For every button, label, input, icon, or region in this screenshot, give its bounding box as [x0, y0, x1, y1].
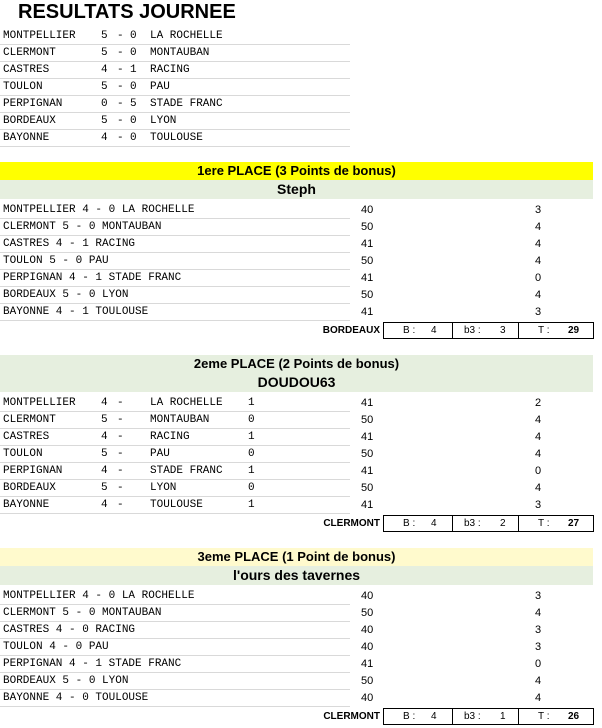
- points-value: 50: [361, 221, 374, 233]
- place-heading: 1ere PLACE (3 Points de bonus): [0, 162, 593, 180]
- home-team: TOULON: [3, 81, 43, 93]
- points-value: 41: [361, 465, 374, 477]
- home-team: CASTRES: [3, 431, 50, 443]
- prediction-row: [0, 497, 593, 514]
- summary-b-value: 4: [431, 711, 437, 722]
- bonus-value: 4: [535, 692, 542, 704]
- points-value: 41: [361, 397, 374, 409]
- bonus-value: 3: [535, 624, 542, 636]
- home-score: 4: [101, 431, 108, 443]
- prediction-row: [0, 270, 593, 287]
- player-name: l'ours des tavernes: [0, 566, 593, 585]
- summary-team: CLERMONT: [323, 711, 380, 722]
- bonus-value: 4: [535, 238, 542, 250]
- points-value: 50: [361, 482, 374, 494]
- home-score: 4: [101, 132, 108, 144]
- home-team: PERPIGNAN: [3, 98, 63, 110]
- player-name: DOUDOU63: [0, 373, 593, 392]
- bonus-value: 3: [535, 499, 542, 511]
- away-score: 1: [248, 465, 255, 477]
- match-prediction: BAYONNE 4 - 1 TOULOUSE: [3, 306, 149, 318]
- bonus-value: 0: [535, 465, 542, 477]
- away-score: 1: [248, 431, 255, 443]
- points-value: 50: [361, 255, 374, 267]
- prediction-row: [0, 219, 593, 236]
- bonus-value: 0: [535, 658, 542, 670]
- home-score: 0: [101, 98, 108, 110]
- bonus-value: 4: [535, 607, 542, 619]
- away-team: TOULOUSE: [150, 132, 203, 144]
- points-value: 50: [361, 289, 374, 301]
- away-team: RACING: [150, 431, 190, 443]
- home-score: 5: [101, 448, 108, 460]
- summary-b-label: B :: [403, 518, 416, 529]
- row-divider: [0, 706, 350, 707]
- summary-divider: [452, 515, 453, 532]
- bonus-value: 4: [535, 255, 542, 267]
- bonus-value: 3: [535, 641, 542, 653]
- match-prediction: CASTRES 4 - 0 RACING: [3, 624, 136, 636]
- home-team: MONTPELLIER: [3, 397, 76, 409]
- score-separator: -: [117, 64, 124, 76]
- away-score: 1: [248, 499, 255, 511]
- result-row: [0, 45, 350, 62]
- bonus-value: 3: [535, 590, 542, 602]
- prediction-row: [0, 639, 593, 656]
- points-value: 41: [361, 431, 374, 443]
- bonus-value: 4: [535, 482, 542, 494]
- prediction-row: [0, 395, 593, 412]
- bonus-value: 4: [535, 221, 542, 233]
- match-prediction: BAYONNE 4 - 0 TOULOUSE: [3, 692, 149, 704]
- prediction-row: [0, 480, 593, 497]
- result-row: [0, 96, 350, 113]
- points-value: 40: [361, 692, 374, 704]
- prediction-row: [0, 690, 593, 707]
- bonus-value: 4: [535, 289, 542, 301]
- bonus-value: 2: [535, 397, 542, 409]
- home-team: BAYONNE: [3, 132, 50, 144]
- summary-t-value: 27: [568, 518, 580, 529]
- points-value: 41: [361, 272, 374, 284]
- points-value: 40: [361, 641, 374, 653]
- summary-t-value: 26: [568, 711, 580, 722]
- summary-b-label: B :: [403, 711, 416, 722]
- summary-row: [0, 708, 593, 725]
- away-team: STADE FRANC: [150, 465, 223, 477]
- summary-b3-label: b3 :: [464, 325, 481, 336]
- summary-b-value: 4: [431, 518, 437, 529]
- prediction-row: [0, 287, 593, 304]
- bonus-value: 4: [535, 675, 542, 687]
- match-prediction: PERPIGNAN 4 - 1 STADE FRANC: [3, 658, 182, 670]
- score-separator: -: [117, 499, 124, 511]
- away-score: 0: [248, 482, 255, 494]
- prediction-row: [0, 304, 593, 321]
- page-title: RESULTATS JOURNEE: [18, 1, 236, 23]
- match-prediction: MONTPELLIER 4 - 0 LA ROCHELLE: [3, 590, 195, 602]
- away-score: 1: [248, 397, 255, 409]
- points-value: 41: [361, 306, 374, 318]
- place-heading: 3eme PLACE (1 Point de bonus): [0, 548, 593, 566]
- prediction-row: [0, 588, 593, 605]
- prediction-row: [0, 429, 593, 446]
- home-score: 5: [101, 81, 108, 93]
- bonus-value: 0: [535, 272, 542, 284]
- summary-t-label: T :: [538, 325, 550, 336]
- home-score: 5: [101, 482, 108, 494]
- points-value: 41: [361, 238, 374, 250]
- summary-row: [0, 322, 593, 339]
- home-team: BORDEAUX: [3, 482, 56, 494]
- summary-b3-value: 3: [500, 325, 506, 336]
- match-prediction: TOULON 5 - 0 PAU: [3, 255, 109, 267]
- score-separator: -: [117, 30, 124, 42]
- row-divider: [0, 513, 350, 514]
- prediction-row: [0, 605, 593, 622]
- match-prediction: PERPIGNAN 4 - 1 STADE FRANC: [3, 272, 182, 284]
- summary-b3-value: 2: [500, 518, 506, 529]
- match-prediction: CASTRES 4 - 1 RACING: [3, 238, 136, 250]
- bonus-value: 3: [535, 204, 542, 216]
- prediction-row: [0, 622, 593, 639]
- bonus-value: 3: [535, 306, 542, 318]
- away-score: 0: [248, 448, 255, 460]
- away-score: 0: [130, 115, 137, 127]
- summary-b-value: 4: [431, 325, 437, 336]
- match-prediction: CLERMONT 5 - 0 MONTAUBAN: [3, 221, 162, 233]
- summary-t-value: 29: [568, 325, 580, 336]
- away-team: STADE FRANC: [150, 98, 223, 110]
- away-team: LYON: [150, 115, 177, 127]
- points-value: 40: [361, 590, 374, 602]
- score-separator: -: [117, 431, 124, 443]
- away-score: 0: [248, 414, 255, 426]
- score-separator: -: [117, 132, 124, 144]
- home-score: 4: [101, 397, 108, 409]
- away-team: TOULOUSE: [150, 499, 203, 511]
- home-score: 5: [101, 115, 108, 127]
- home-team: CLERMONT: [3, 414, 56, 426]
- prediction-row: [0, 236, 593, 253]
- summary-divider: [518, 708, 519, 725]
- bonus-value: 4: [535, 431, 542, 443]
- place-heading: 2eme PLACE (2 Points de bonus): [0, 355, 593, 373]
- prediction-row: [0, 446, 593, 463]
- row-divider: [0, 320, 350, 321]
- score-separator: -: [117, 465, 124, 477]
- home-score: 5: [101, 414, 108, 426]
- summary-b-label: B :: [403, 325, 416, 336]
- match-prediction: TOULON 4 - 0 PAU: [3, 641, 109, 653]
- away-score: 0: [130, 81, 137, 93]
- prediction-row: [0, 656, 593, 673]
- home-team: BAYONNE: [3, 499, 50, 511]
- away-score: 5: [130, 98, 137, 110]
- score-separator: -: [117, 98, 124, 110]
- away-score: 0: [130, 30, 137, 42]
- away-score: 0: [130, 47, 137, 59]
- match-prediction: MONTPELLIER 4 - 0 LA ROCHELLE: [3, 204, 195, 216]
- points-value: 50: [361, 414, 374, 426]
- summary-divider: [518, 322, 519, 339]
- match-prediction: BORDEAUX 5 - 0 LYON: [3, 289, 129, 301]
- points-value: 40: [361, 204, 374, 216]
- prediction-row: [0, 463, 593, 480]
- home-score: 4: [101, 499, 108, 511]
- score-separator: -: [117, 414, 124, 426]
- summary-team: CLERMONT: [323, 518, 380, 529]
- player-name: Steph: [0, 180, 593, 199]
- home-team: MONTPELLIER: [3, 30, 76, 42]
- summary-t-label: T :: [538, 518, 550, 529]
- home-score: 5: [101, 47, 108, 59]
- away-team: PAU: [150, 448, 170, 460]
- away-score: 1: [130, 64, 137, 76]
- away-team: LA ROCHELLE: [150, 30, 223, 42]
- bonus-value: 4: [535, 448, 542, 460]
- away-team: LYON: [150, 482, 177, 494]
- row-divider: [0, 146, 350, 147]
- home-score: 4: [101, 64, 108, 76]
- home-team: TOULON: [3, 448, 43, 460]
- away-team: MONTAUBAN: [150, 47, 210, 59]
- home-team: BORDEAUX: [3, 115, 56, 127]
- prediction-row: [0, 202, 593, 219]
- summary-divider: [518, 515, 519, 532]
- points-value: 40: [361, 624, 374, 636]
- away-team: MONTAUBAN: [150, 414, 210, 426]
- match-prediction: BORDEAUX 5 - 0 LYON: [3, 675, 129, 687]
- home-team: PERPIGNAN: [3, 465, 63, 477]
- result-row: [0, 79, 350, 96]
- away-score: 0: [130, 132, 137, 144]
- summary-row: [0, 515, 593, 532]
- score-separator: -: [117, 81, 124, 93]
- summary-divider: [452, 708, 453, 725]
- home-team: CASTRES: [3, 64, 50, 76]
- away-team: RACING: [150, 64, 190, 76]
- prediction-row: [0, 253, 593, 270]
- away-team: LA ROCHELLE: [150, 397, 223, 409]
- score-separator: -: [117, 115, 124, 127]
- score-separator: -: [117, 47, 124, 59]
- result-row: [0, 130, 350, 147]
- points-value: 41: [361, 658, 374, 670]
- points-value: 50: [361, 448, 374, 460]
- match-prediction: CLERMONT 5 - 0 MONTAUBAN: [3, 607, 162, 619]
- bonus-value: 4: [535, 414, 542, 426]
- home-score: 4: [101, 465, 108, 477]
- score-separator: -: [117, 448, 124, 460]
- result-row: [0, 113, 350, 130]
- score-separator: -: [117, 482, 124, 494]
- points-value: 50: [361, 607, 374, 619]
- summary-team: BORDEAUX: [322, 325, 380, 336]
- summary-divider: [452, 322, 453, 339]
- points-value: 50: [361, 675, 374, 687]
- result-row: [0, 28, 350, 45]
- away-team: PAU: [150, 81, 170, 93]
- points-value: 41: [361, 499, 374, 511]
- result-row: [0, 62, 350, 79]
- summary-b3-value: 1: [500, 711, 506, 722]
- summary-b3-label: b3 :: [464, 518, 481, 529]
- score-separator: -: [117, 397, 124, 409]
- summary-b3-label: b3 :: [464, 711, 481, 722]
- prediction-row: [0, 412, 593, 429]
- prediction-row: [0, 673, 593, 690]
- summary-t-label: T :: [538, 711, 550, 722]
- home-score: 5: [101, 30, 108, 42]
- home-team: CLERMONT: [3, 47, 56, 59]
